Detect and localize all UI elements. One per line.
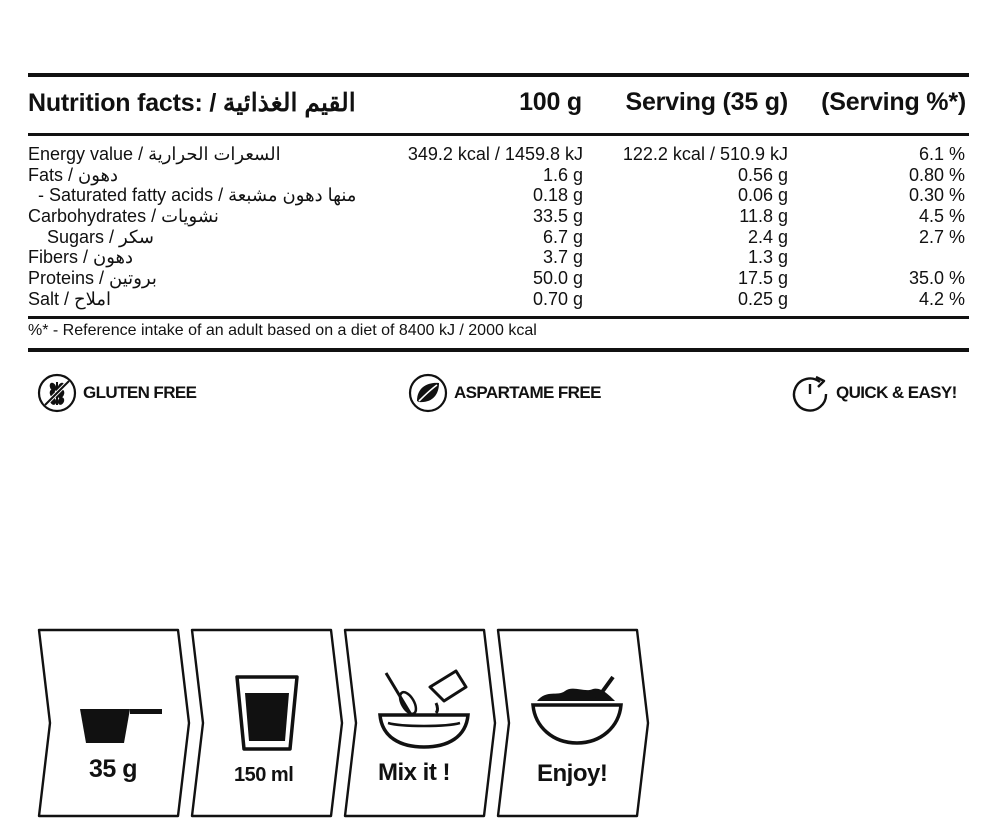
aspartame-free-label: ASPARTAME FREE <box>454 383 601 402</box>
quick-easy-badge <box>790 373 957 413</box>
table-row <box>28 289 969 310</box>
nutrient-name: Energy value / السعرات الحرارية <box>28 144 281 164</box>
table-row <box>28 185 969 206</box>
quick-easy-label: QUICK & EASY! <box>836 383 957 402</box>
value-per-serving: 1.3 g <box>747 247 788 268</box>
value-per-serving: 2.4 g <box>747 226 788 247</box>
table-title: Nutrition facts: / القيم الغذائية <box>28 89 356 117</box>
value-percent: 0.30 % <box>908 185 965 206</box>
step-enjoy-label: Enjoy! <box>537 760 608 787</box>
table-row <box>28 227 969 248</box>
table-top-rule <box>28 73 969 77</box>
nutrient-name: Fats / دهون <box>28 164 119 185</box>
nutrient-name: Sugars / سكر <box>47 226 155 247</box>
column-header-100g: 100 g <box>519 88 582 116</box>
value-per-100g: 6.7 g <box>542 226 583 247</box>
step-frame <box>495 627 651 820</box>
table-row <box>28 247 969 268</box>
aspartame-free-badge <box>408 373 601 413</box>
column-header-serving: Serving (35 g) <box>625 88 788 116</box>
table-row <box>28 268 969 289</box>
table-row <box>28 165 969 186</box>
value-per-serving: 17.5 g <box>737 268 788 289</box>
value-per-serving: 122.2 kcal / 510.9 kJ <box>622 144 788 164</box>
value-per-100g: 349.2 kcal / 1459.8 kJ <box>407 144 583 164</box>
value-percent: 2.7 % <box>918 226 965 247</box>
value-percent: 6.1 % <box>918 144 965 164</box>
nutrition-rows <box>28 144 969 310</box>
step-dose-label: 35 g <box>89 755 138 783</box>
footnote: %* - Reference intake of an adult based on a diet of 8400 kJ / 2000 kcal <box>28 322 537 339</box>
value-per-serving: 0.56 g <box>737 164 788 185</box>
step-dose <box>36 627 192 820</box>
value-per-serving: 0.06 g <box>737 185 788 206</box>
value-per-serving: 11.8 g <box>739 206 788 227</box>
step-water <box>189 627 345 820</box>
value-per-100g: 1.6 g <box>542 164 583 185</box>
value-percent: 4.2 % <box>918 288 965 309</box>
value-per-100g: 33.5 g <box>532 206 583 227</box>
value-per-serving: 0.25 g <box>737 288 788 309</box>
header-bottom-rule <box>28 133 969 136</box>
nutrient-name: Proteins / بروتين <box>28 268 157 289</box>
leaf-icon <box>408 373 448 413</box>
gluten-free-label: GLUTEN FREE <box>83 383 197 402</box>
nutrient-name: - Saturated fatty acids / منها دهون مشبعة <box>38 185 357 206</box>
nutrient-name: Carbohydrates / نشويات <box>28 206 219 227</box>
nutrient-name: Salt / املاح <box>28 288 112 309</box>
value-per-100g: 0.70 g <box>532 288 583 309</box>
step-water-label: 150 ml <box>234 764 294 786</box>
step-enjoy <box>495 627 651 820</box>
timer-icon <box>790 373 830 413</box>
value-percent: 35.0 % <box>908 268 965 289</box>
table-row <box>28 144 969 165</box>
step-frame <box>342 627 498 820</box>
nutrient-name: Fibers / دهون <box>28 247 134 268</box>
value-percent: 4.5 % <box>918 206 965 227</box>
value-percent: 0.80 % <box>908 164 965 185</box>
step-frame <box>189 627 345 820</box>
wheat-icon <box>37 373 77 413</box>
step-mix-label: Mix it ! <box>378 759 450 786</box>
table-row <box>28 206 969 227</box>
value-per-100g: 3.7 g <box>542 247 583 268</box>
rows-bottom-rule <box>28 316 969 319</box>
gluten-free-badge <box>37 373 196 413</box>
column-header-percent: (Serving %*) <box>821 88 966 116</box>
value-per-100g: 50.0 g <box>532 268 583 289</box>
table-bottom-rule <box>28 348 969 352</box>
value-per-100g: 0.18 g <box>532 185 583 206</box>
step-mix <box>342 627 498 820</box>
step-frame <box>36 627 192 820</box>
